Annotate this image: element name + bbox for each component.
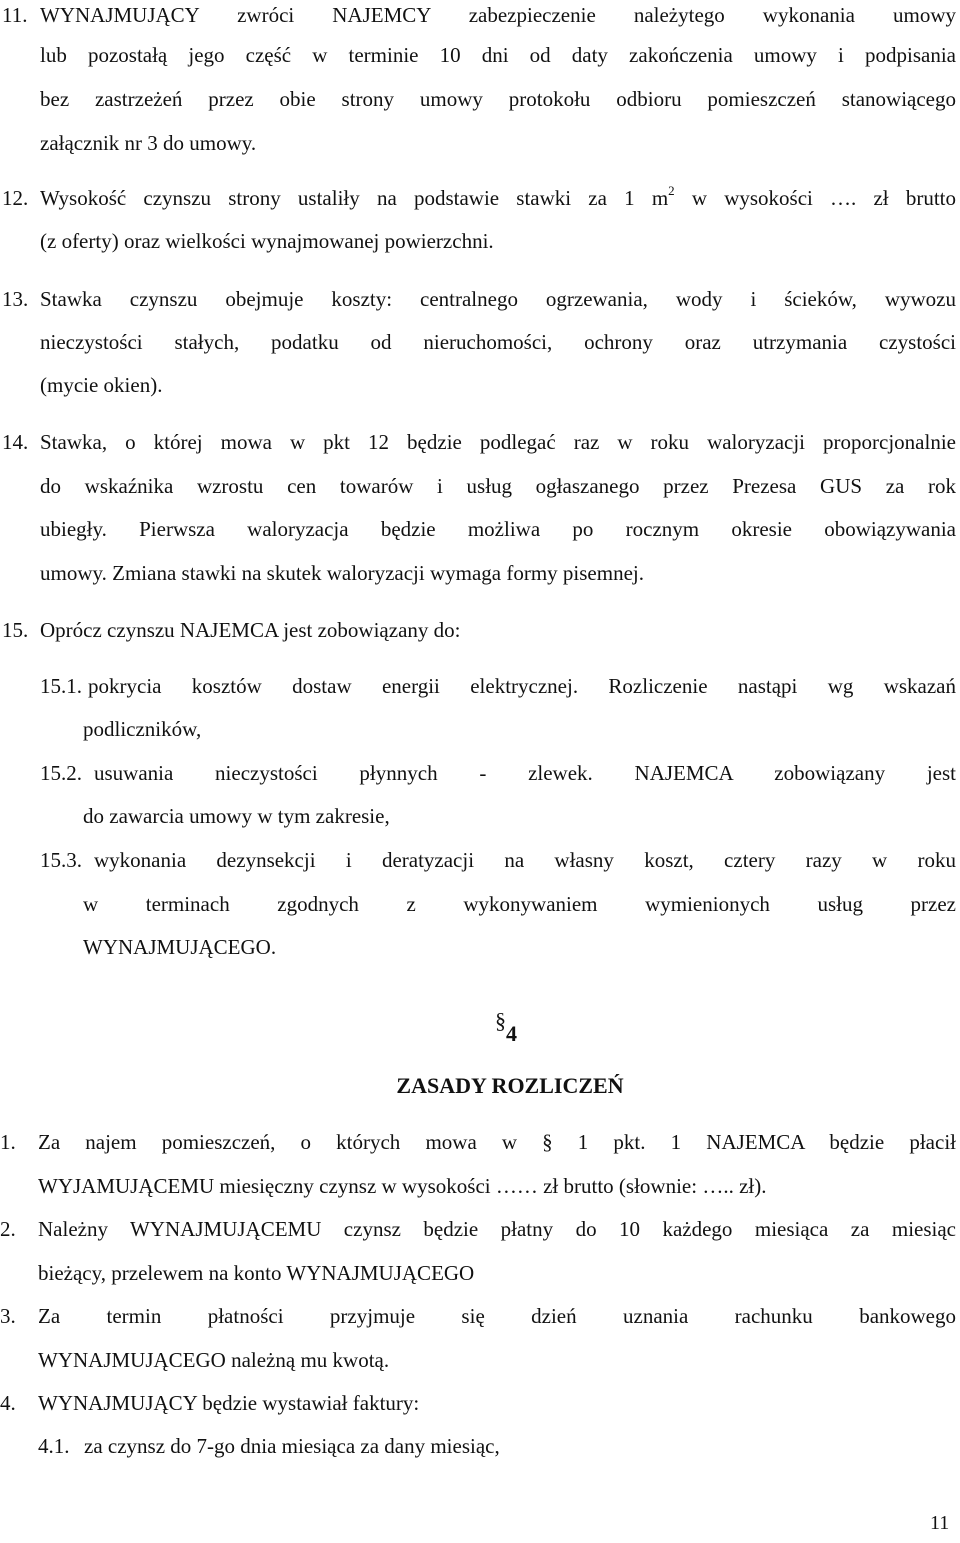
- item-12-line-1: Wysokość czynszu strony ustaliły na podstawie stawki za 1 $m^2$ w wysokości …. zł brutto: [40, 183, 956, 210]
- item-11-line-2: lub pozostałą jego część w terminie 10 dni od daty zakończenia umowy i podpisania: [40, 43, 956, 67]
- item-15-2-line-2: do zawarcia umowy w tym zakresie,: [83, 804, 390, 828]
- point-4-1-number: 4.1.: [38, 1434, 70, 1458]
- point-2-number: 2.: [0, 1217, 16, 1241]
- item-13-line-3: (mycie okien).: [40, 373, 163, 397]
- item-11-line-4: załącznik nr 3 do umowy.: [40, 131, 257, 155]
- item-15-3-line-3: WYNAJMUJĄCEGO.: [83, 935, 277, 959]
- item-14-line-3: ubiegły. Pierwsza waloryzacja będzie możliwa po rocznym okresie obowiązywania: [40, 517, 956, 541]
- item-15-1-number: 15.1.: [40, 674, 82, 698]
- item-11-line-1: WYNAJMUJĄCY zwróci NAJEMCY zabezpieczenie należytego wykonania umowy: [40, 3, 956, 27]
- item-13-line-2: nieczystości stałych, podatku od nieruchomości, ochrony oraz utrzymania czystości: [40, 330, 956, 354]
- item-15-1-line-1: pokrycia kosztów dostaw energii elektrycznej. Rozliczenie nastąpi wg wskazań: [88, 674, 956, 698]
- item-13-number: 13.: [2, 287, 29, 311]
- point-3-line-2: WYNAJMUJĄCEGO należną mu kwotą.: [38, 1348, 390, 1372]
- point-4-number: 4.: [0, 1391, 16, 1415]
- point-2-line-1: Należny WYNAJMUJĄCEMU czynsz będzie płatny do 10 każdego miesiąca za miesiąc: [38, 1217, 956, 1241]
- point-3-line-1: Za termin płatności przyjmuje się dzień uznania rachunku bankowego: [38, 1304, 956, 1328]
- item-12-number: 12.: [2, 186, 29, 210]
- point-1-line-2: WYJAMUJĄCEMU miesięczny czynsz w wysokości …… zł brutto (słownie: ….. zł).: [38, 1174, 767, 1198]
- section-title: ZASADY ROZLICZEŃ: [396, 1073, 624, 1098]
- item-12-line-2: (z oferty) oraz wielkości wynajmowanej powierzchni.: [40, 229, 494, 253]
- point-4-line-1: WYNAJMUJĄCY będzie wystawiał faktury:: [38, 1391, 420, 1415]
- item-13-line-1: Stawka czynszu obejmuje koszty: centralnego ogrzewania, wody i ścieków, wywozu: [40, 287, 956, 311]
- item-15-line-1: Oprócz czynszu NAJEMCA jest zobowiązany do:: [40, 618, 461, 642]
- item-14-line-1: Stawka, o której mowa w pkt 12 będzie podlegać raz w roku waloryzacji proporcjonalnie: [40, 430, 956, 454]
- superscript-2: 2: [668, 183, 675, 198]
- page-number: 11: [930, 1512, 950, 1534]
- point-3-number: 3.: [0, 1304, 16, 1328]
- item-14-line-2: do wskaźnika wzrostu cen towarów i usług ogłaszanego przez Prezesa GUS za rok: [40, 474, 956, 498]
- item-14-number: 14.: [2, 430, 29, 454]
- item-15-number: 15.: [2, 618, 29, 642]
- point-4-1-line-1: za czynsz do 7-go dnia miesiąca za dany miesiąc,: [84, 1434, 500, 1458]
- item-15-2-line-1: usuwania nieczystości płynnych - zlewek. NAJEMCA zobowiązany jest: [94, 761, 956, 785]
- point-1-number: 1.: [0, 1130, 16, 1154]
- item-15-3-line-1: wykonania dezynsekcji i deratyzacji na własny koszt, cztery razy w roku: [94, 848, 956, 872]
- point-2-line-2: bieżący, przelewem na konto WYNAJMUJĄCEGO: [38, 1261, 475, 1285]
- item-14-line-4: umowy. Zmiana stawki na skutek waloryzacji wymaga formy pisemnej.: [40, 561, 644, 585]
- item-11-line-3: bez zastrzeżeń przez obie strony umowy protokołu odbioru pomieszczeń stanowiącego: [40, 87, 956, 111]
- item-11-number: 11.: [2, 3, 28, 27]
- item-15-3-line-2: w terminach zgodnych z wykonywaniem wymienionych usług przez: [83, 892, 956, 916]
- section-header: [495, 1008, 517, 1046]
- point-1-line-1: Za najem pomieszczeń, o których mowa w § 1 pkt. 1 NAJEMCA będzie płacił: [38, 1130, 956, 1154]
- item-15-1-line-2: podliczników,: [83, 717, 202, 741]
- section-number: 4: [506, 1021, 517, 1046]
- item-15-3-number: 15.3.: [40, 848, 82, 872]
- item-15-2-number: 15.2.: [40, 761, 82, 785]
- section-mark: §: [495, 1008, 506, 1033]
